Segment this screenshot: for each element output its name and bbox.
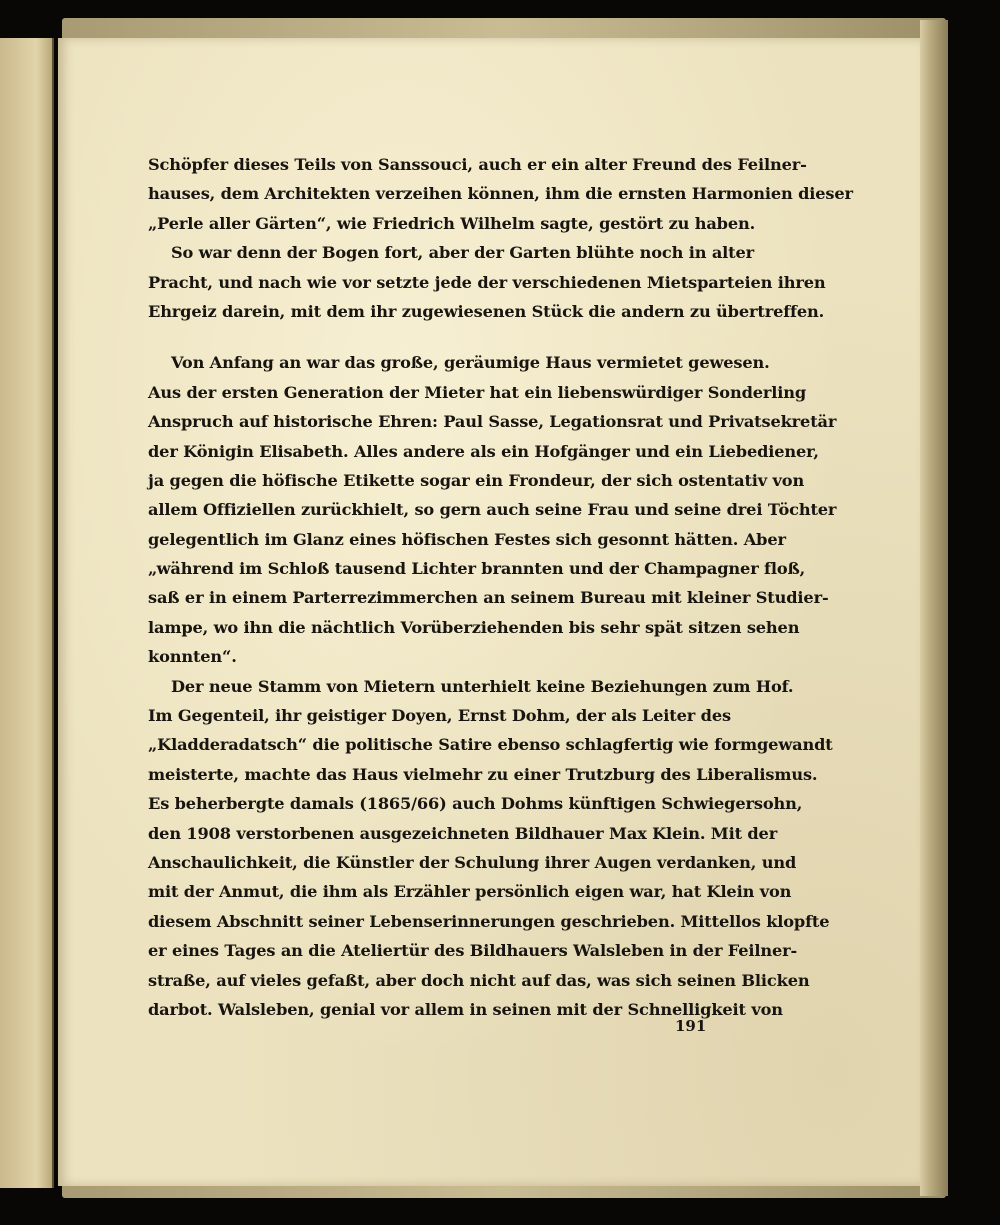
text-line: mit der Anmut, die ihm als Erzähler persönlich eigen war, hat Klein von: [148, 882, 792, 902]
text-line: Im Gegenteil, ihr geistiger Doyen, Ernst Dohm, der als Leiter des: [148, 706, 731, 726]
text-line: den 1908 verstorbenen ausgezeichneten Bildhauer Max Klein. Mit der: [148, 823, 778, 843]
text-line: Aus der ersten Generation der Mieter hat ein liebenswürdiger Sonderling: [148, 382, 807, 402]
page-stack-right-edge: [920, 20, 948, 1196]
text-line: allem Offiziellen zurückhielt, so gern auch seine Frau und seine drei Töchter: [148, 500, 837, 520]
section-gap: [148, 326, 713, 348]
text-line: „Perle aller Gärten“, wie Friedrich Wilhelm sagte, gestört zu haben.: [148, 213, 756, 233]
page-text: [148, 150, 853, 1024]
text-line: Pracht, und nach wie vor setzte jede der verschiedenen Mietsparteien ihren: [148, 272, 826, 292]
text-line: meisterte, machte das Haus vielmehr zu einer Trutzburg des Liberalismus.: [148, 764, 818, 784]
text-line: lampe, wo ihn die nächtlich Vorüberziehenden bis sehr spät sitzen sehen: [148, 617, 800, 637]
text-line: Ehrgeiz darein, mit dem ihr zugewiesenen Stück die andern zu übertreffen.: [148, 301, 825, 321]
text-line: ja gegen die höfische Etikette sogar ein Frondeur, der sich ostentativ von: [148, 470, 805, 490]
text-line: hauses, dem Architekten verzeihen können, ihm die ernsten Harmonien dieser: [148, 184, 853, 204]
text-line: Von Anfang an war das große, geräumige Haus vermietet gewesen.: [171, 353, 770, 373]
text-line: Schöpfer dieses Teils von Sanssouci, auch er ein alter Freund des Feilner-: [148, 155, 807, 174]
text-line: Anspruch auf historische Ehren: Paul Sasse, Legationsrat und Privatsekretär: [148, 412, 837, 432]
left-page-edge: [0, 38, 54, 1188]
text-line: „Kladderadatsch“ die politische Satire ebenso schlagfertig wie formgewandt: [148, 735, 833, 755]
text-line: Der neue Stamm von Mietern unterhielt keine Beziehungen zum Hof.: [171, 676, 794, 696]
text-line: diesem Abschnitt seiner Lebenserinnerungen geschrieben. Mittellos klopfte: [148, 911, 830, 931]
text-line: Anschaulichkeit, die Künstler der Schulung ihrer Augen verdanken, und: [148, 852, 797, 872]
page-number: 191: [675, 1017, 707, 1035]
text-line: Es beherbergte damals (1865/66) auch Dohms künftigen Schwiegersohn,: [148, 794, 803, 814]
text-line: „während im Schloß tausend Lichter brannten und der Champagner floß,: [148, 559, 806, 579]
text-line: er eines Tages an die Ateliertür des Bildhauers Walsleben in der Feilner-: [148, 941, 798, 961]
text-line: straße, auf vieles gefaßt, aber doch nicht auf das, was sich seinen Blicken: [148, 970, 810, 990]
text-line: gelegentlich im Glanz eines höfischen Festes sich gesonnt hätten. Aber: [148, 529, 786, 549]
text-line: So war denn der Bogen fort, aber der Garten blühte noch in alter: [171, 243, 755, 263]
text-line: saß er in einem Parterrezimmerchen an seinem Bureau mit kleiner Studier-: [148, 588, 829, 608]
text-line: darbot. Walsleben, genial vor allem in seinen mit der Schnelligkeit von: [148, 999, 783, 1019]
text-line: konnten“.: [148, 647, 237, 667]
text-line: der Königin Elisabeth. Alles andere als ein Hofgänger und ein Liebediener,: [148, 441, 819, 461]
